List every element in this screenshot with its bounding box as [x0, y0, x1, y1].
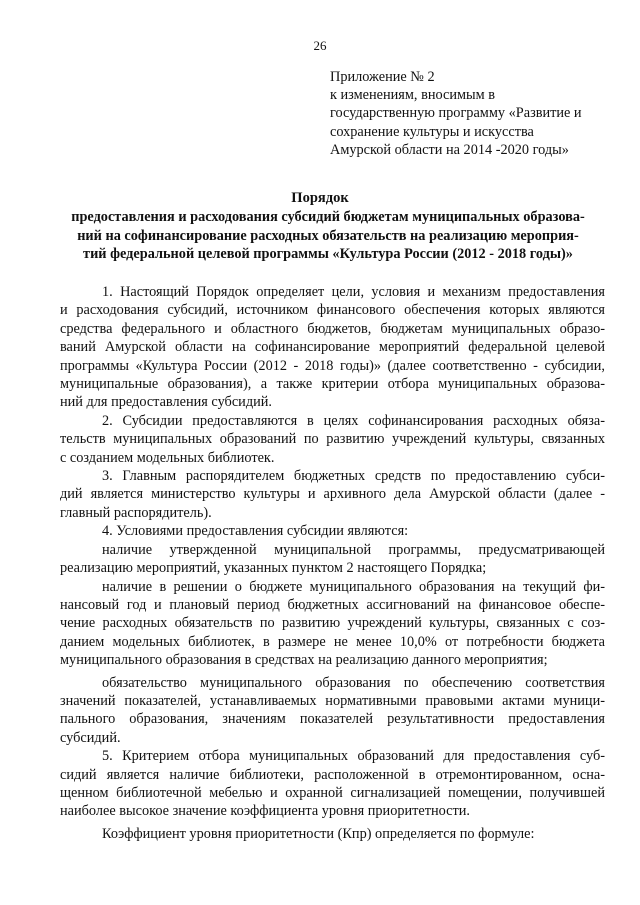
subtitle-line: тий федеральной целевой программы «Культура России (2012 - 2018 годы)» — [83, 246, 573, 262]
paragraph-1-line: муниципальные образования), а также критерии отбора муниципальных образова- — [60, 376, 605, 393]
paragraph-4a-line: наличие утвержденной муниципальной программы, предусматривающей — [102, 541, 605, 558]
paragraph-4c-line: значений показателей, устанавливаемых нормативными правовыми актами муници- — [60, 692, 605, 709]
paragraph-2-line: 2. Субсидии предоставляются в целях софинансирования расходных обяза- — [102, 412, 605, 429]
subtitle-line: ний на софинансирование расходных обязательств на реализацию мероприя- — [77, 227, 579, 244]
paragraph-2-line: с созданием модельных библиотек. — [60, 449, 275, 466]
paragraph-5-line: сидий является наличие библиотеки, расположенной в отремонтированном, осна- — [60, 766, 605, 783]
appendix-line: к изменениям, вносимым в — [330, 87, 496, 104]
paragraph-4b-line: муниципального образования в средствах на реализацию данного мероприятия; — [60, 652, 548, 669]
appendix-line: сохранение культуры и искусства — [330, 123, 534, 140]
appendix-line: Амурской области на 2014 -2020 годы» — [330, 141, 569, 158]
paragraph-4c-line: пального образования, значениям показателей результативности предоставления — [60, 711, 605, 728]
paragraph-3-line: дий является министерство культуры и архивного дела Амурской области (далее - — [60, 486, 605, 503]
paragraph-5-line: наиболее высокое значение коэффициента уровня приоритетности. — [60, 803, 470, 820]
page-number: 26 — [313, 38, 327, 53]
paragraph-6-line: Коэффициент уровня приоритетности (Кпр) определяется по формуле: — [102, 825, 535, 842]
paragraph-1-line: ваний Амурской области на софинансирование мероприятий федеральной целевой — [60, 339, 605, 356]
document-body — [60, 283, 605, 843]
paragraph-4b-line: данием модельных библиотек, в размере не менее 10,0% от потребности бюджета — [60, 633, 605, 650]
paragraph-4b-line: наличие в решении о бюджете муниципального образования на текущий фи- — [102, 578, 605, 595]
paragraph-4a-line: реализацию мероприятий, указанных пунктом 2 настоящего Порядка; — [60, 560, 487, 577]
paragraph-1-line: средства федерального и областного бюджетов, бюджетам муниципальных образо- — [60, 320, 605, 337]
paragraph-5-line: щенном библиотечной мебелью и охранной сигнализацией помещении, получившей — [60, 784, 605, 801]
document-title: Порядок — [291, 190, 349, 206]
paragraph-2-line: тельств муниципальных образований по развитию учреждений культуры, связанных — [60, 431, 605, 448]
paragraph-1-line: и расходования субсидий, источником финансового обеспечения которых являются — [60, 302, 605, 319]
appendix-line: Приложение № 2 — [330, 69, 435, 85]
document-subtitle — [48, 208, 608, 264]
paragraph-1-line: 1. Настоящий Порядок определяет цели, условия и механизм предоставления — [102, 284, 605, 300]
paragraph-3-line: 3. Главным распорядителем бюджетных средств по предоставлению субси- — [102, 468, 605, 485]
subtitle-line: предоставления и расходования субсидий бюджетам муниципальных образова- — [71, 209, 585, 225]
appendix-block — [330, 68, 630, 159]
paragraph-1-line: ний для предоставления субсидий. — [60, 394, 272, 411]
paragraph-5-line: 5. Критерием отбора муниципальных образований для предоставления суб- — [102, 748, 605, 765]
paragraph-4c-line: субсидий. — [60, 729, 121, 746]
paragraph-4-line: 4. Условиями предоставления субсидии являются: — [102, 523, 409, 540]
paragraph-4c-line: обязательство муниципального образования по обеспечению соответствия — [102, 674, 605, 691]
paragraph-1-line: программы «Культура России (2012 - 2018 годы)» (далее соответственно - субсидии, — [60, 357, 605, 374]
paragraph-3-line: главный распорядитель). — [60, 504, 212, 521]
paragraph-4b-line: чение расходных обязательств по развитию учреждений культуры, связанных с соз- — [60, 615, 605, 632]
appendix-line: государственную программу «Развитие и — [330, 105, 582, 122]
paragraph-4b-line: нансовый год и плановый период бюджетных ассигнований на финансовое обеспе- — [60, 596, 605, 613]
